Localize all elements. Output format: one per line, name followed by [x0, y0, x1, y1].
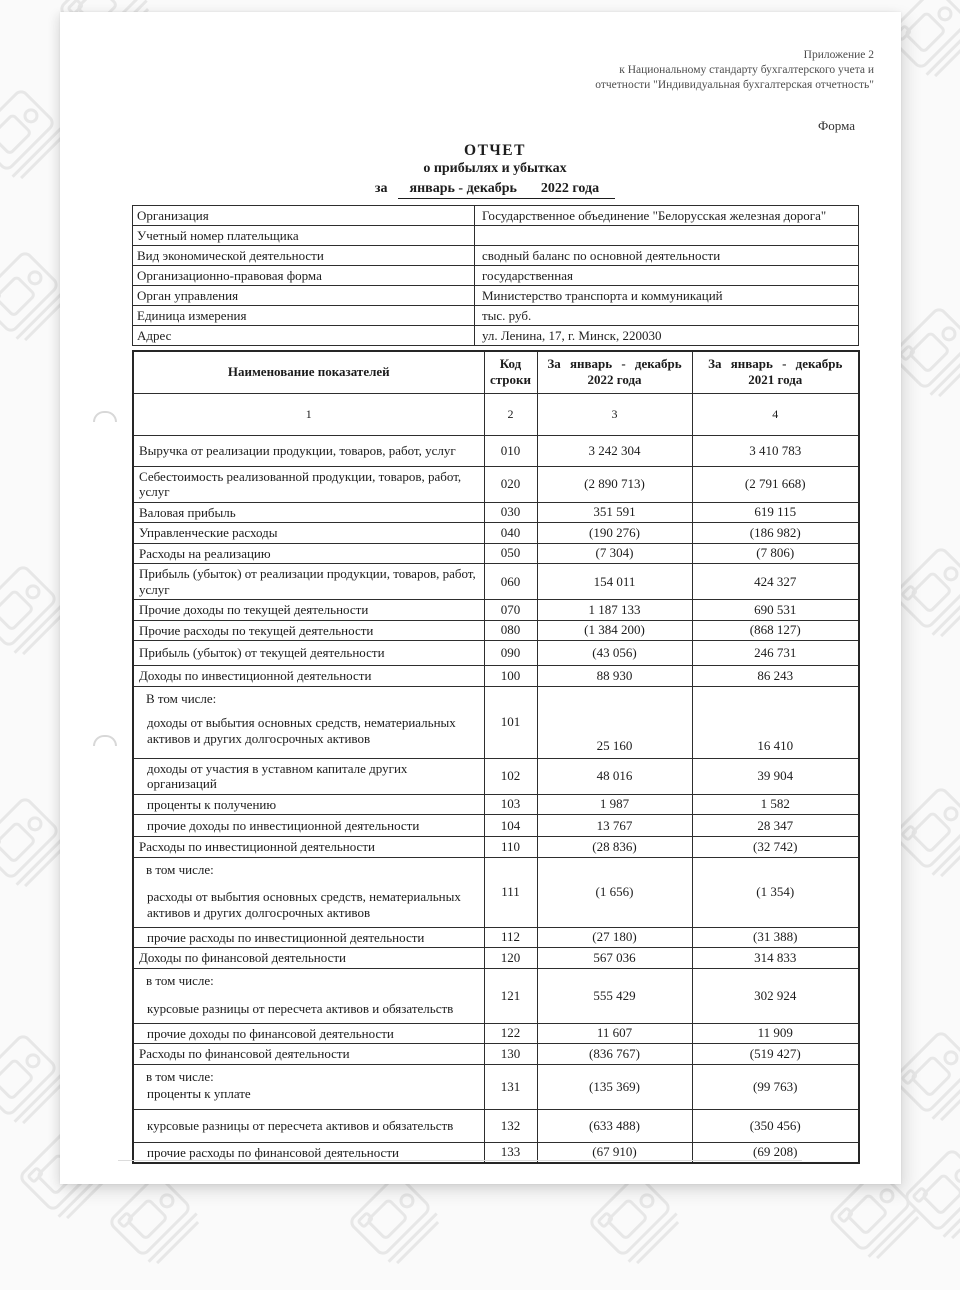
- report-row-020: [133, 466, 859, 502]
- row-code: 101: [484, 686, 537, 758]
- org-info-row: [133, 246, 859, 266]
- value-2021: 39 904: [692, 758, 859, 794]
- org-field-value: [475, 226, 859, 246]
- indicator-name: [133, 620, 484, 641]
- indicator-name: [133, 466, 484, 502]
- org-field-value: ул. Ленина, 17, г. Минск, 220030: [475, 326, 859, 346]
- column-header-2021: За январь - декабрь 2021 года: [692, 351, 859, 393]
- indicator-name: [133, 600, 484, 621]
- value-2021: (7 806): [692, 543, 859, 564]
- row-code: 030: [484, 502, 537, 523]
- column-header-name: Наименование показателей: [133, 351, 484, 393]
- value-2021: (32 742): [692, 837, 859, 858]
- indicator-name: [133, 523, 484, 544]
- indicator-text: курсовые разницы от пересчета активов и обязательств: [147, 1117, 454, 1133]
- period-year: 2022 года: [540, 181, 600, 196]
- indicator-name: [133, 502, 484, 523]
- report-row-070: [133, 600, 859, 621]
- value-2022: 25 160: [537, 686, 692, 758]
- indicator-text: Доходы по инвестиционной деятельности: [139, 668, 372, 683]
- value-2022: 13 767: [537, 815, 692, 837]
- indicator-name: [133, 543, 484, 564]
- value-2022: (28 836): [537, 837, 692, 858]
- indicator-name: [133, 837, 484, 858]
- org-info-row: [133, 226, 859, 246]
- column-header-code: Код строки: [484, 351, 537, 393]
- report-title: ОТЧЕТ: [464, 142, 526, 159]
- row-code: 060: [484, 564, 537, 600]
- report-row-100: [133, 666, 859, 687]
- value-2021: 11 909: [692, 1023, 859, 1044]
- report-row-121: [133, 968, 859, 1023]
- value-2022: 154 011: [537, 564, 692, 600]
- indicator-text: Выручка от реализации продукции, товаров, работ, услуг: [139, 442, 456, 458]
- indicator-text: прочие доходы по финансовой деятельности: [147, 1025, 394, 1041]
- group-prefix: в том числе:: [146, 1068, 214, 1084]
- value-2022: (633 488): [537, 1109, 692, 1142]
- row-code: 080: [484, 620, 537, 641]
- value-2022: 1 187 133: [537, 600, 692, 621]
- value-2022: 555 429: [537, 968, 692, 1023]
- indicator-text: Прочие расходы по текущей деятельности: [139, 622, 374, 638]
- report-row-104: [133, 815, 859, 837]
- indicator-text: Валовая прибыль: [139, 504, 236, 520]
- row-code: 120: [484, 948, 537, 969]
- report-row-132: [133, 1109, 859, 1142]
- indicator-text: прочие доходы по инвестиционной деятельности: [147, 817, 420, 833]
- value-2021: 28 347: [692, 815, 859, 837]
- value-2021: 302 924: [692, 968, 859, 1023]
- indicator-text: Расходы по финансовой деятельности: [139, 1046, 350, 1061]
- indicator-text: Прочие доходы по текущей деятельности: [139, 602, 369, 617]
- row-code: 132: [484, 1109, 537, 1142]
- value-2021: 619 115: [692, 502, 859, 523]
- org-info-row: [133, 326, 859, 346]
- row-code: 111: [484, 857, 537, 927]
- group-prefix: в том числе:: [146, 972, 214, 988]
- indicator-name: [133, 666, 484, 687]
- value-2022: (135 369): [537, 1064, 692, 1109]
- indicator-name: [133, 758, 484, 794]
- org-info-row: [133, 286, 859, 306]
- binder-mark: [93, 735, 117, 746]
- report-row-130: [133, 1044, 859, 1065]
- value-2022: 48 016: [537, 758, 692, 794]
- column-number: 3: [537, 393, 692, 435]
- report-row-131: [133, 1064, 859, 1109]
- row-code: 090: [484, 641, 537, 666]
- column-header-2022: За январь - декабрь 2022 года: [537, 351, 692, 393]
- report-header-row: [133, 351, 859, 393]
- row-code: 110: [484, 837, 537, 858]
- row-code: 040: [484, 523, 537, 544]
- report-period: [132, 181, 858, 199]
- org-field-value: Министерство транспорта и коммуникаций: [475, 286, 859, 306]
- period-months: январь - декабрь: [409, 181, 517, 196]
- indicator-name: [133, 1023, 484, 1044]
- indicator-name: [133, 1064, 484, 1109]
- value-2021: (69 208): [692, 1142, 859, 1163]
- indicator-name: [133, 968, 484, 1023]
- page-edge: [118, 1160, 802, 1161]
- indicator-text: Расходы на реализацию: [139, 545, 271, 561]
- value-2021: 246 731: [692, 641, 859, 666]
- value-2021: (350 456): [692, 1109, 859, 1142]
- indicator-name: [133, 564, 484, 600]
- report-row-040: [133, 523, 859, 544]
- value-2021: (99 763): [692, 1064, 859, 1109]
- value-2021: 690 531: [692, 600, 859, 621]
- report-subtitle: о прибылях и убытках: [423, 161, 567, 176]
- row-code: 112: [484, 927, 537, 948]
- indicator-text: курсовые разницы от пересчета активов и обязательств: [147, 1001, 454, 1016]
- value-2022: (27 180): [537, 927, 692, 948]
- row-code: 131: [484, 1064, 537, 1109]
- report-row-090: [133, 641, 859, 666]
- value-2022: (190 276): [537, 523, 692, 544]
- row-code: 070: [484, 600, 537, 621]
- indicator-name: [133, 927, 484, 948]
- indicator-text: Прибыль (убыток) от реализации продукции, товаров, работ, услуг: [139, 566, 476, 597]
- column-number: 1: [133, 393, 484, 435]
- indicator-text: доходы от участия в уставном капитале других организаций: [147, 760, 408, 791]
- report-row-010: [133, 435, 859, 466]
- org-field-value: государственная: [475, 266, 859, 286]
- column-number-row: [133, 393, 859, 435]
- value-2021: (868 127): [692, 620, 859, 641]
- indicator-text: Управленческие расходы: [139, 525, 278, 540]
- value-2021: (31 388): [692, 927, 859, 948]
- row-code: 103: [484, 794, 537, 815]
- org-field-label: Учетный номер плательщика: [133, 226, 475, 246]
- row-code: 122: [484, 1023, 537, 1044]
- row-code: 130: [484, 1044, 537, 1065]
- org-field-label: Орган управления: [133, 286, 475, 306]
- org-field-label: Единица измерения: [133, 306, 475, 326]
- report-row-122: [133, 1023, 859, 1044]
- value-2021: (1 354): [692, 857, 859, 927]
- row-code: 010: [484, 435, 537, 466]
- report-row-030: [133, 502, 859, 523]
- value-2021: 314 833: [692, 948, 859, 969]
- indicator-name: [133, 1109, 484, 1142]
- indicator-text: Доходы по финансовой деятельности: [139, 950, 346, 965]
- document-page: [60, 12, 901, 1184]
- row-code: 133: [484, 1142, 537, 1163]
- indicator-name: [133, 641, 484, 666]
- value-2022: 351 591: [537, 502, 692, 523]
- value-2021: (519 427): [692, 1044, 859, 1065]
- report-row-103: [133, 794, 859, 815]
- indicator-text: прочие расходы по финансовой деятельности: [147, 1144, 399, 1160]
- value-2022: 11 607: [537, 1023, 692, 1044]
- row-code: 121: [484, 968, 537, 1023]
- group-prefix: в том числе:: [146, 861, 214, 877]
- value-2022: (67 910): [537, 1142, 692, 1163]
- value-2022: 3 242 304: [537, 435, 692, 466]
- value-2022: 88 930: [537, 666, 692, 687]
- value-2021: 86 243: [692, 666, 859, 687]
- row-code: 050: [484, 543, 537, 564]
- binder-mark: [93, 411, 117, 422]
- indicator-name: [133, 435, 484, 466]
- indicator-text: проценты к уплате: [147, 1086, 251, 1101]
- org-field-label: Вид экономической деятельности: [133, 246, 475, 266]
- report-row-120: [133, 948, 859, 969]
- indicator-text: Прибыль (убыток) от текущей деятельности: [139, 645, 385, 661]
- appendix-line: отчетности "Индивидуальная бухгалтерская отчетность": [595, 79, 874, 91]
- value-2021: 1 582: [692, 794, 859, 815]
- value-2022: (7 304): [537, 543, 692, 564]
- value-2021: (2 791 668): [692, 466, 859, 502]
- row-code: 100: [484, 666, 537, 687]
- report-row-112: [133, 927, 859, 948]
- report-row-060: [133, 564, 859, 600]
- org-info-row: [133, 206, 859, 226]
- indicator-text: проценты к получению: [147, 796, 277, 812]
- org-field-value: тыс. руб.: [475, 306, 859, 326]
- report-row-101: [133, 686, 859, 758]
- indicator-text: расходы от выбытия основных средств, нематериальных активов и других долгосрочных активов: [147, 889, 461, 920]
- org-field-value: сводный баланс по основной деятельности: [475, 246, 859, 266]
- value-2022: (43 056): [537, 641, 692, 666]
- indicator-text: доходы от выбытия основных средств, нематериальных активов и других долгосрочных активов: [147, 715, 456, 746]
- row-code: 020: [484, 466, 537, 502]
- organization-info-table: [132, 205, 859, 346]
- value-2021: 16 410: [692, 686, 859, 758]
- indicator-name: [133, 686, 484, 758]
- value-2021: 424 327: [692, 564, 859, 600]
- indicator-text: Себестоимость реализованной продукции, товаров, работ, услуг: [139, 468, 462, 499]
- indicator-name: [133, 1044, 484, 1065]
- value-2022: 567 036: [537, 948, 692, 969]
- indicator-text: прочие расходы по инвестиционной деятельности: [147, 929, 425, 945]
- report-row-111: [133, 857, 859, 927]
- value-2021: (186 982): [692, 523, 859, 544]
- value-2022: (1 656): [537, 857, 692, 927]
- indicator-text: Расходы по инвестиционной деятельности: [139, 839, 375, 854]
- profit-loss-table: [132, 350, 860, 1164]
- period-underlined: [398, 181, 616, 199]
- indicator-name: [133, 815, 484, 837]
- appendix-note: [595, 48, 874, 93]
- column-number: 2: [484, 393, 537, 435]
- appendix-line: Приложение 2: [803, 49, 874, 61]
- report-row-050: [133, 543, 859, 564]
- value-2022: (836 767): [537, 1044, 692, 1065]
- report-title-block: [132, 142, 858, 199]
- org-info-row: [133, 306, 859, 326]
- org-field-label: Организация: [133, 206, 475, 226]
- report-row-110: [133, 837, 859, 858]
- column-number: 4: [692, 393, 859, 435]
- indicator-name: [133, 794, 484, 815]
- value-2022: (2 890 713): [537, 466, 692, 502]
- value-2022: (1 384 200): [537, 620, 692, 641]
- row-code: 102: [484, 758, 537, 794]
- org-info-row: [133, 266, 859, 286]
- value-2021: 3 410 783: [692, 435, 859, 466]
- form-label: Форма: [818, 118, 855, 133]
- org-field-label: Адрес: [133, 326, 475, 346]
- indicator-name: [133, 857, 484, 927]
- report-row-080: [133, 620, 859, 641]
- row-code: 104: [484, 815, 537, 837]
- appendix-line: к Национальному стандарту бухгалтерского учета и: [619, 64, 874, 76]
- period-prefix: за: [374, 181, 388, 196]
- org-field-label: Организационно-правовая форма: [133, 266, 475, 286]
- report-row-102: [133, 758, 859, 794]
- group-prefix: В том числе:: [146, 690, 217, 706]
- indicator-name: [133, 948, 484, 969]
- org-field-value: Государственное объединение "Белорусская железная дорога": [475, 206, 859, 226]
- value-2022: 1 987: [537, 794, 692, 815]
